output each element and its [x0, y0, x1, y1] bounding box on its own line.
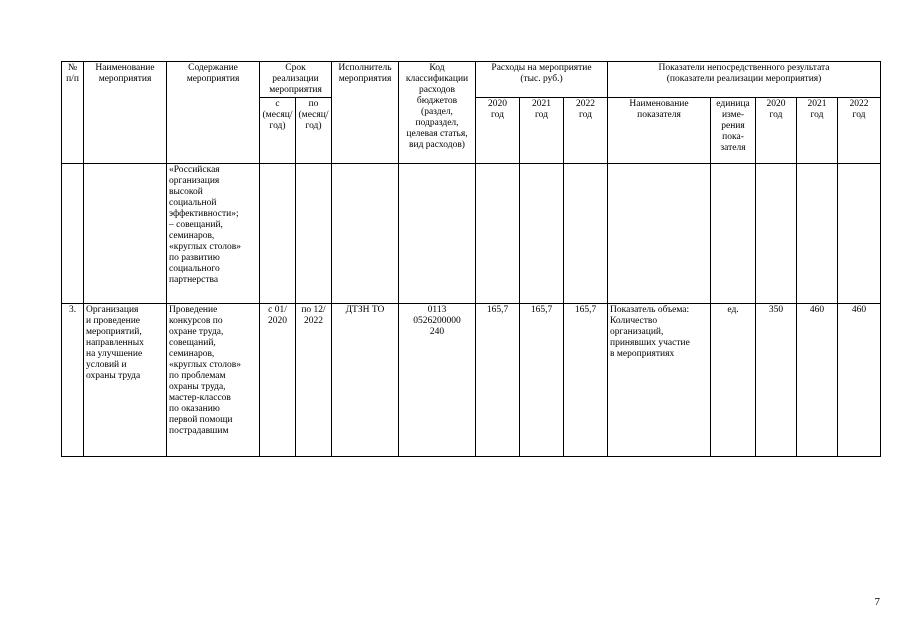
cell-term-from: с 01/ 2020	[260, 304, 296, 457]
col-header-indicator-2020: 2020 год	[756, 98, 797, 164]
table-row-continuation	[62, 164, 881, 304]
col-header-expenses-2022: 2022 год	[564, 98, 608, 164]
col-header-indicators: Показатели непосредственного результата (показатели реализации мероприятия)	[608, 62, 881, 98]
cell-indicator-2020: 350	[756, 304, 797, 457]
cell-activity-content: «Российская организация высокой социальной эффективности»; – совещаний, семинаров, «круглых столов» по развитию социального партнерства	[167, 164, 260, 304]
cell-indicator-2022: 460	[838, 304, 881, 457]
cell-expenses-2020: 165,7	[476, 304, 520, 457]
cell-expenses-2021: 165,7	[520, 304, 564, 457]
cell-empty	[711, 164, 756, 304]
cell-expenses-2022: 165,7	[564, 304, 608, 457]
col-header-expenses-2021: 2021 год	[520, 98, 564, 164]
col-header-term-from: с (месяц/ год)	[260, 98, 296, 164]
cell-term-to: по 12/ 2022	[296, 304, 332, 457]
col-header-indicator-2022: 2022 год	[838, 98, 881, 164]
cell-empty	[476, 164, 520, 304]
cell-empty	[296, 164, 332, 304]
cell-empty	[399, 164, 476, 304]
col-header-number: № п/п	[62, 62, 84, 164]
cell-activity-content: Проведение конкурсов по охране труда, совещаний, семинаров, «круглых столов» по проблемам охраны труда, мастер-классов по оказанию первой помощи пострадавшим	[167, 304, 260, 457]
cell-activity-name: Организация и проведение мероприятий, направленных на улучшение условий и охраны труда	[84, 304, 167, 457]
program-activities-table	[61, 61, 881, 457]
col-header-unit: единица изме- рения пока- зателя	[711, 98, 756, 164]
col-header-executor: Исполнитель мероприятия	[332, 62, 399, 164]
cell-row-number: 3.	[62, 304, 84, 457]
cell-executor: ДТЗН ТО	[332, 304, 399, 457]
cell-empty	[564, 164, 608, 304]
cell-empty	[520, 164, 564, 304]
col-header-term: Срок реализации мероприятия	[260, 62, 332, 98]
cell-empty	[260, 164, 296, 304]
col-header-term-to: по (месяц/ год)	[296, 98, 332, 164]
col-header-expenses: Расходы на мероприятие (тыс. руб.)	[476, 62, 608, 98]
cell-budget-code: 0113 0526200000 240	[399, 304, 476, 457]
cell-indicator-2021: 460	[797, 304, 838, 457]
cell-empty	[756, 164, 797, 304]
col-header-indicator-name: Наименование показателя	[608, 98, 711, 164]
page-number: 7	[874, 596, 880, 608]
cell-empty	[62, 164, 84, 304]
cell-empty	[608, 164, 711, 304]
cell-indicator-name: Показатель объема: Количество организаций, принявших участие в мероприятиях	[608, 304, 711, 457]
col-header-expenses-2020: 2020 год	[476, 98, 520, 164]
table-row-3	[62, 304, 881, 457]
cell-empty	[332, 164, 399, 304]
header-row-1	[62, 62, 881, 98]
cell-empty	[838, 164, 881, 304]
col-header-budget-code: Код классификации расходов бюджетов (раздел, подраздел, целевая статья, вид расходов)	[399, 62, 476, 164]
cell-empty	[84, 164, 167, 304]
col-header-activity-name: Наименование мероприятия	[84, 62, 167, 164]
cell-unit: ед.	[711, 304, 756, 457]
col-header-indicator-2021: 2021 год	[797, 98, 838, 164]
cell-empty	[797, 164, 838, 304]
col-header-activity-content: Содержание мероприятия	[167, 62, 260, 164]
